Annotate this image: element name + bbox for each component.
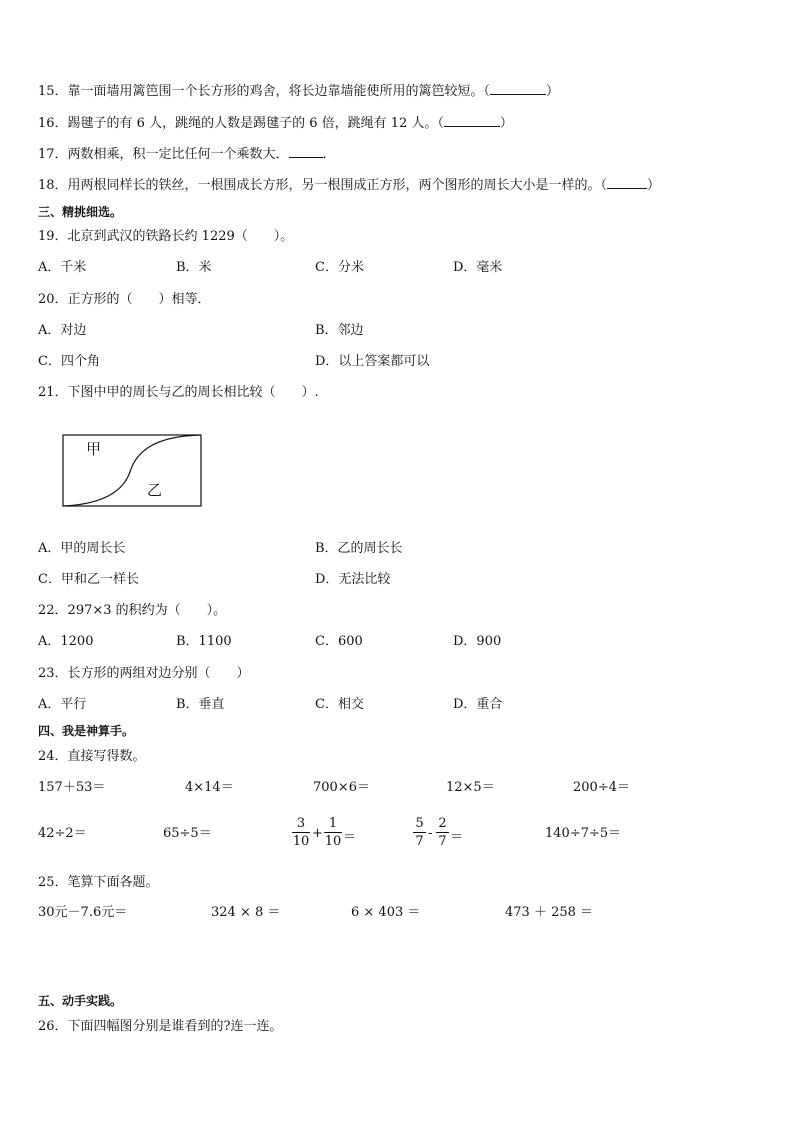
q24-item: 140÷7÷5＝ <box>545 826 622 841</box>
question-22-stem: 22．297×3 的积约为（ ）。 <box>38 603 227 618</box>
q23-option-b[interactable]: B．垂直 <box>176 697 225 712</box>
question-20-stem: 20．正方形的（ ）相等． <box>38 292 211 307</box>
question-24-stem: 24．直接写得数。 <box>38 749 146 764</box>
q19-option-c[interactable]: C．分米 <box>315 260 364 275</box>
fraction-3-10: $\frac{3}{10}$ <box>292 816 310 849</box>
q20-option-b[interactable]: B．邻边 <box>315 323 364 338</box>
figure-rectangle <box>63 435 201 506</box>
q23-option-a[interactable]: A．平行 <box>38 697 87 712</box>
q21-option-d[interactable]: D．无法比较 <box>315 572 391 587</box>
question-17-text: 17．两数相乘，积一定比任何一个乘数大． <box>38 147 289 162</box>
question-18-text: 18．用两根同样长的铁丝，一根围成长方形，另一根围成正方形，两个图形的周长大小是一样的。（ <box>38 178 608 193</box>
section-3-heading: 三、精挑细选。 <box>38 205 123 219</box>
question-25-stem: 25．笔算下面各题。 <box>38 875 159 890</box>
answer-blank-15[interactable] <box>490 83 546 95</box>
q24-item: 12×5＝ <box>446 780 495 795</box>
q24-item: 157＋53＝ <box>38 780 106 795</box>
q22-option-d[interactable]: D．900 <box>453 634 502 649</box>
answer-blank-18[interactable] <box>607 177 647 189</box>
fraction-5-7: $\frac{5}{7}$ <box>413 815 426 850</box>
question-21-stem: 21．下图中甲的周长与乙的周长相比较（ ）. <box>38 385 319 400</box>
q19-option-b[interactable]: B．米 <box>176 260 212 275</box>
question-16: 16．踢毽子的有 6 人，跳绳的人数是踢毽子的 6 倍，跳绳有 12 人。（ ） <box>38 116 513 131</box>
q24-item: 700×6＝ <box>313 780 370 795</box>
answer-blank-16[interactable] <box>444 115 500 127</box>
q20-option-a[interactable]: A．对边 <box>38 323 87 338</box>
q23-option-d[interactable]: D．重合 <box>453 697 503 712</box>
fraction-1-10: $\frac{1}{10}$ <box>324 816 342 849</box>
q25-item: 324 × 8 ＝ <box>211 905 281 920</box>
q22-option-c[interactable]: C．600 <box>315 634 363 649</box>
section-4-heading: 四、我是神算手。 <box>38 724 135 738</box>
q21-option-a[interactable]: A．甲的周长长 <box>38 541 126 556</box>
q25-item: 6 × 403 ＝ <box>351 905 421 920</box>
equals-sign: ＝ <box>450 830 464 845</box>
fraction-2-7: $\frac{2}{7}$ <box>436 815 449 850</box>
q24-item: 200÷4＝ <box>573 780 630 795</box>
q19-option-d[interactable]: D．毫米 <box>453 260 503 275</box>
q24-item: 4×14＝ <box>185 780 234 795</box>
answer-blank-17[interactable] <box>289 146 323 158</box>
minus-sign: - <box>428 826 433 841</box>
equals-sign: ＝ <box>343 830 357 845</box>
plus-sign: + <box>312 826 323 841</box>
q21-option-b[interactable]: B．乙的周长长 <box>315 541 403 556</box>
figure-label-yi: 乙 <box>147 481 163 499</box>
question-26-stem: 26．下面四幅图分别是谁看到的?连一连。 <box>38 1019 283 1034</box>
question-18: 18．用两根同样长的铁丝，一根围成长方形，另一根围成正方形，两个图形的周长大小是一样的。（ ） <box>38 178 661 193</box>
question-16-text: 16．踢毽子的有 6 人，跳绳的人数是踢毽子的 6 倍，跳绳有 12 人。（ <box>38 116 444 131</box>
q20-option-d[interactable]: D．以上答案都可以 <box>315 354 430 369</box>
q22-option-a[interactable]: A．1200 <box>38 634 94 649</box>
question-17: 17．两数相乘，积一定比任何一个乘数大． ． <box>38 147 336 162</box>
q21-option-c[interactable]: C．甲和乙一样长 <box>38 572 139 587</box>
q25-item: 473 ＋ 258 ＝ <box>505 905 594 920</box>
q25-item: 30元－7.6元＝ <box>38 905 128 920</box>
jia-yi-figure <box>62 434 204 508</box>
q23-option-c[interactable]: C．相交 <box>315 697 364 712</box>
q20-option-c[interactable]: C．四个角 <box>38 354 100 369</box>
q24-item: 65÷5＝ <box>163 826 212 841</box>
q24-item: 42÷2＝ <box>38 826 87 841</box>
dividing-curve <box>63 435 201 506</box>
question-23-stem: 23．长方形的两组对边分别（ ） <box>38 666 250 681</box>
question-15: 15．靠一面墙用篱笆围一个长方形的鸡舍，将长边靠墙能使所用的篱笆较短。（ ） <box>38 84 560 99</box>
section-5-heading: 五、动手实践。 <box>38 994 123 1008</box>
question-19-stem: 19．北京到武汉的铁路长约 1229（ ）。 <box>38 229 294 244</box>
figure-label-jia: 甲 <box>86 440 102 458</box>
q22-option-b[interactable]: B．1100 <box>176 634 232 649</box>
q19-option-a[interactable]: A．千米 <box>38 260 87 275</box>
question-15-text: 15．靠一面墙用篱笆围一个长方形的鸡舍，将长边靠墙能使所用的篱笆较短。（ <box>38 84 491 99</box>
